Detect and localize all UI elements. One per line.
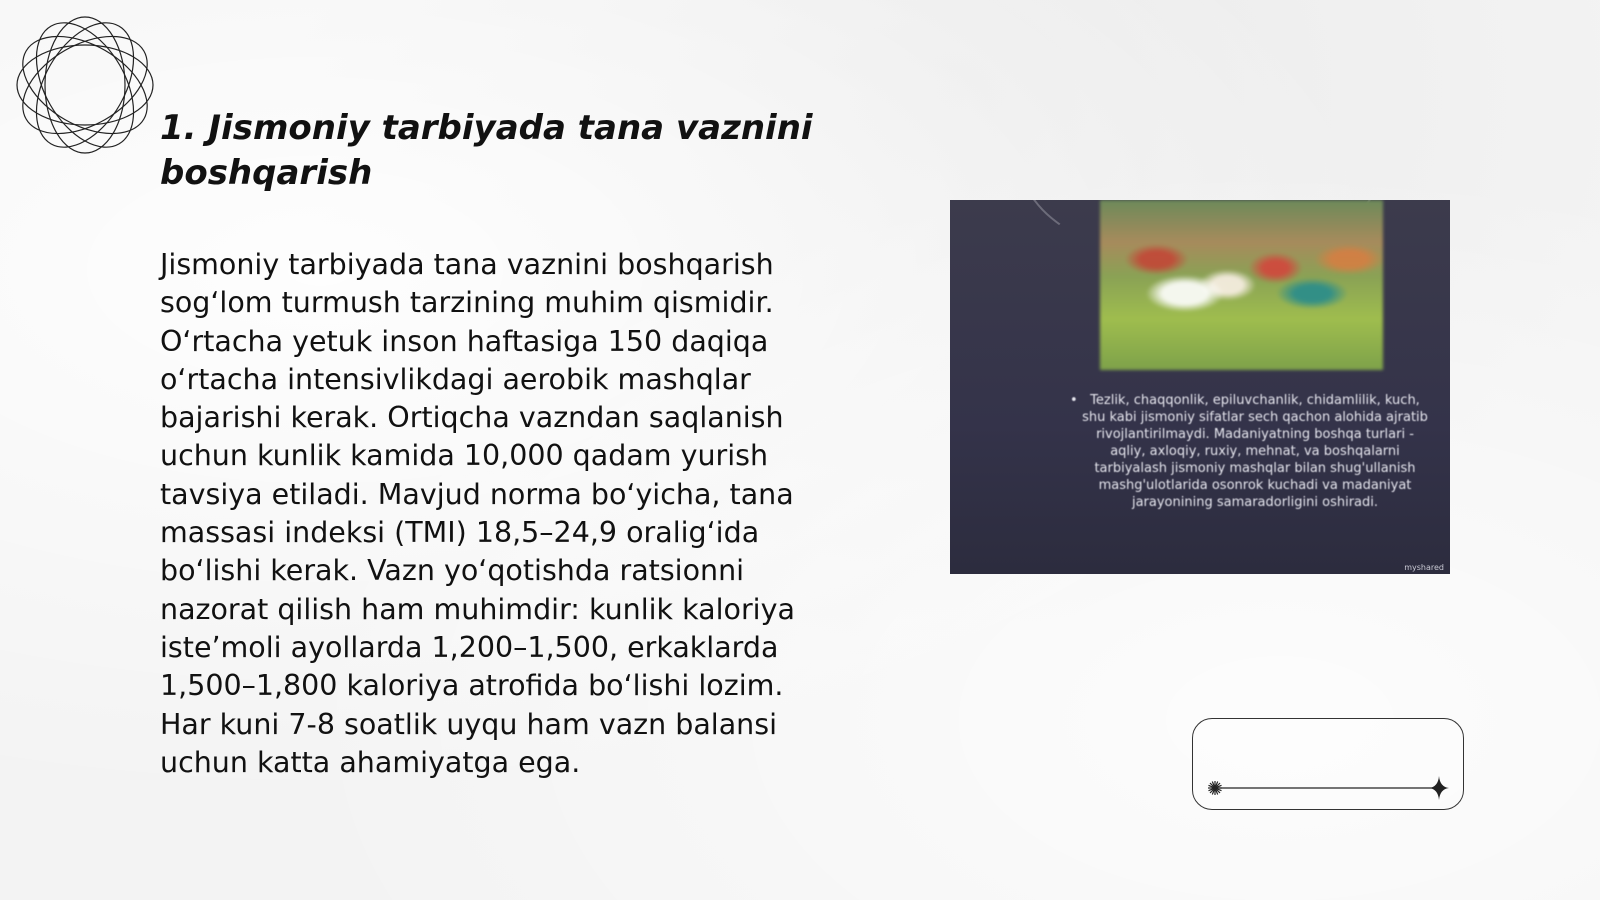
bullet-icon: • <box>1070 393 1078 408</box>
decorative-frame <box>1192 718 1464 810</box>
sprinters-photo <box>1100 200 1383 370</box>
watermark: myshared <box>1404 563 1444 572</box>
embedded-caption-text: Tezlik, chaqqonlik, epiluvchanlik, chidamlilik, kuch, shu kabi jismoniy sifatlar sech qachon alohida ajratib rivojlantirilmaydi. Madaniyatning boshqa turlari - aqliy, axloqiy, ruxiy, mehnat, va boshqalarni tarbiyalash jismoniy mashqlar bilan shug'ullanish mashg'ulotlarida osonrok kuchadi va madaniyat jarayonining samaradorligini oshiradi. <box>1082 393 1428 510</box>
embedded-slide-image <box>950 200 1450 574</box>
slide-title: 1. Jismoniy tarbiyada tana vaznini boshqarish <box>160 108 813 193</box>
spirograph-ornament-icon <box>10 10 160 160</box>
slide-body-text: Jismoniy tarbiyada tana vaznini boshqarish sogʻlom turmush tarzining muhim qismidir. Oʻrtacha yetuk inson haftasiga 150 daqiqa oʻrtacha intensivlikdagi aerobik mashqlar bajarishi kerak. Ortiqcha vazndan saqlanish uchun kunlik kamida 10,000 qadam yurish tavsiya etiladi. Mavjud norma boʻyicha, tana massasi indeksi (TMI) 18,5–24,9 oraligʻida boʻlishi kerak. Vazn yoʻqotishda ratsionni nazorat qilish ham muhimdir: kunlik kaloriya isteʼmoli ayollarda 1,200–1,500, erkaklarda 1,500–1,800 kaloriya atrofida boʻlishi lozim. Har kuni 7-8 soatlik uyqu ham vazn balansi uchun katta ahamiyatga ega. <box>160 248 795 779</box>
embedded-caption <box>1070 392 1430 511</box>
star-line-icon <box>1193 719 1463 809</box>
